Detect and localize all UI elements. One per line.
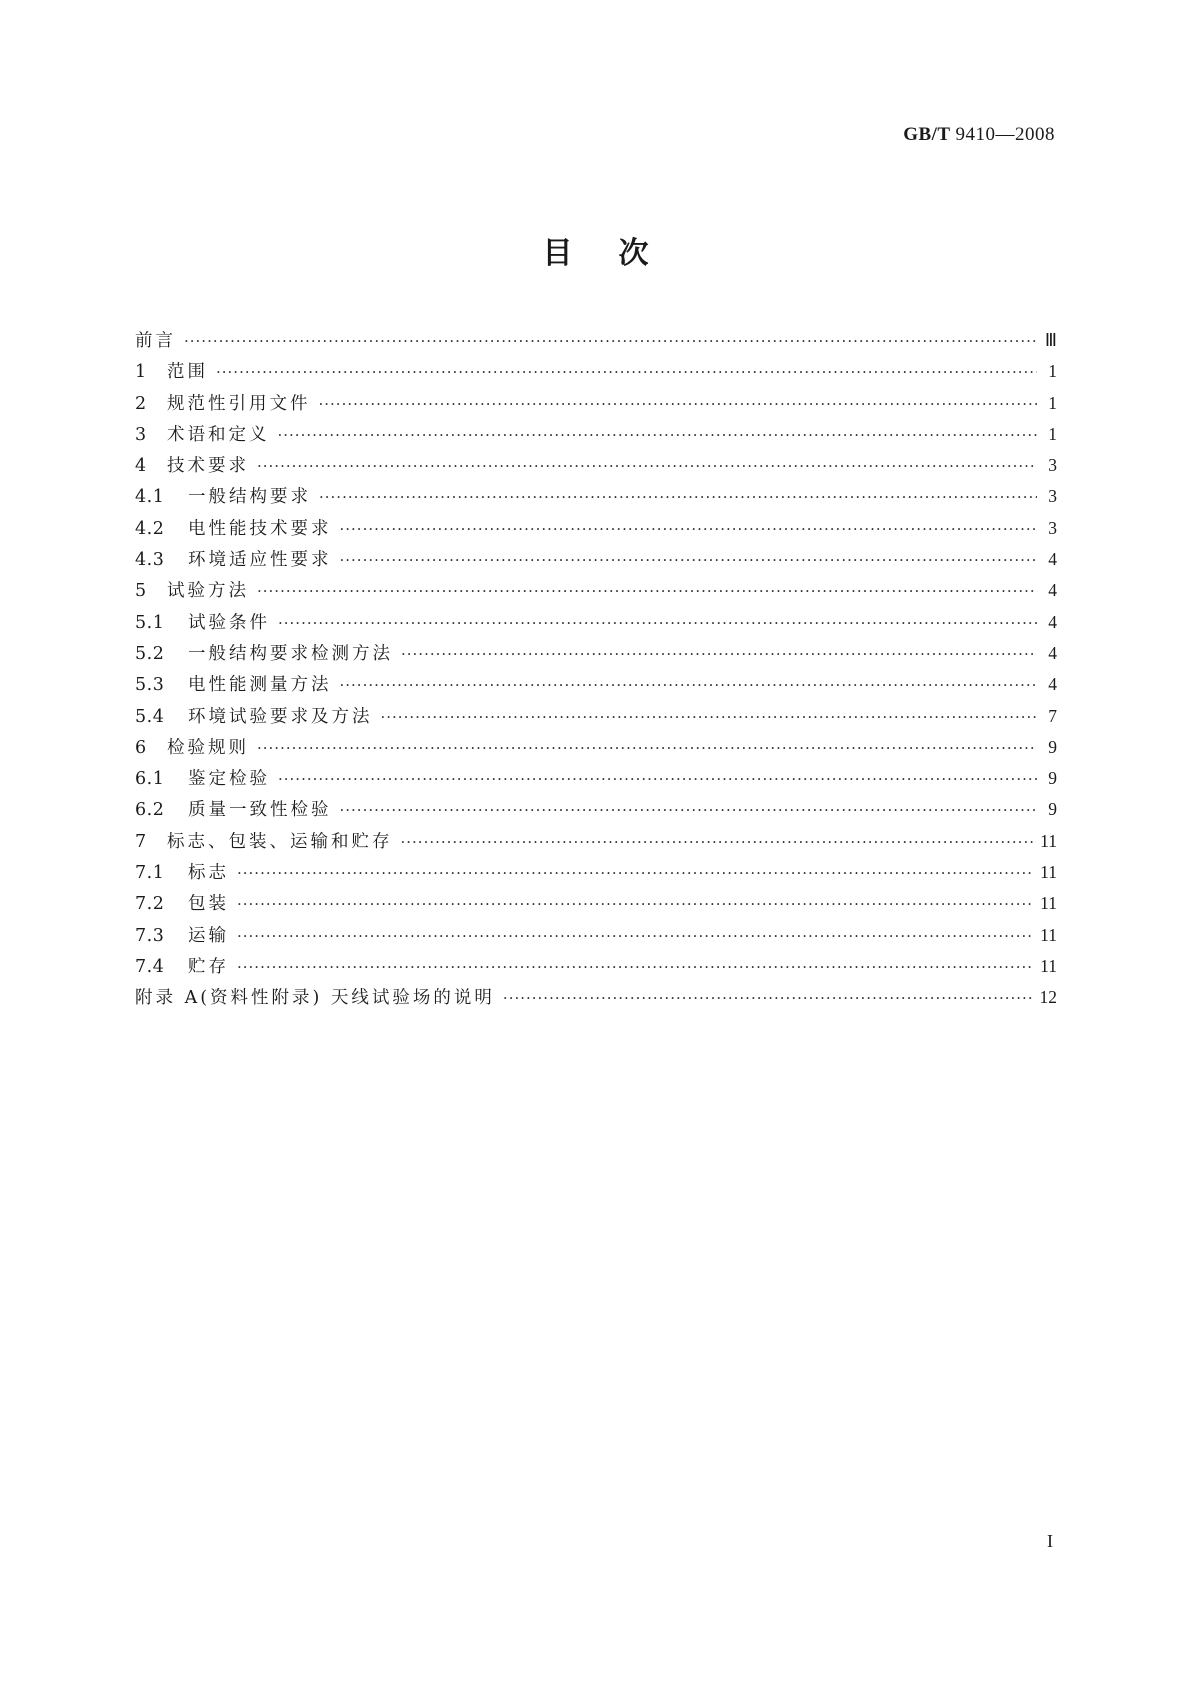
toc-entry-page: 11 [1040, 830, 1057, 851]
toc-entry-label: 一般结构要求检测方法 [188, 643, 393, 664]
toc-entry[interactable] [135, 984, 1057, 1015]
toc-entry-page: 11 [1040, 924, 1057, 945]
toc-entry[interactable] [135, 828, 1057, 859]
toc-entry[interactable] [135, 796, 1057, 827]
toc-dot-leader [278, 426, 1038, 444]
toc-entry-number: 5 [135, 581, 147, 602]
toc-entry[interactable] [135, 483, 1057, 514]
toc-entry-label: 环境试验要求及方法 [188, 706, 373, 727]
toc-entry-page: 12 [1039, 987, 1057, 1008]
toc-dot-leader [237, 958, 1034, 976]
standard-code [903, 124, 1055, 146]
toc-entry[interactable] [135, 546, 1057, 577]
toc-entry-page: 9 [1048, 736, 1057, 757]
toc-entry-number: 1 [135, 362, 147, 383]
toc-entry-label: 质量一致性检验 [188, 800, 332, 821]
standard-number: 9410—2008 [955, 124, 1055, 145]
toc-entry-number: 6.2 [135, 800, 165, 821]
toc-entry[interactable] [135, 703, 1057, 734]
toc-dot-leader [216, 363, 1037, 381]
toc-entry-number: 4.3 [135, 550, 165, 571]
toc-dot-leader [319, 395, 1038, 413]
toc-entry[interactable] [135, 671, 1057, 702]
toc-entry-label: 运输 [188, 925, 229, 946]
toc-entry-label: 贮存 [188, 956, 229, 977]
toc-dot-leader [237, 927, 1034, 945]
toc-entry-label: 电性能测量方法 [188, 675, 332, 696]
toc-entry-label: 试验方法 [167, 581, 249, 602]
page-title: 目次 [542, 236, 695, 271]
toc-entry[interactable] [135, 577, 1057, 608]
toc-entry-number: 4.2 [135, 518, 165, 539]
toc-dot-leader [278, 614, 1037, 632]
toc-entry-page: 11 [1040, 862, 1057, 883]
toc-entry-label: 试验条件 [188, 612, 270, 633]
toc-entry-number: 5.4 [135, 706, 165, 727]
toc-entry-page: 4 [1048, 642, 1057, 663]
toc-dot-leader [237, 864, 1034, 882]
toc-entry[interactable] [135, 421, 1057, 452]
toc-entry-page: 4 [1048, 611, 1057, 632]
toc-entry-label: 电性能技术要求 [188, 518, 332, 539]
toc-dot-leader [340, 801, 1038, 819]
toc-entry-page: 9 [1048, 768, 1057, 789]
toc-entry-page: 4 [1048, 580, 1057, 601]
toc-entry-number: 2 [135, 393, 147, 414]
toc-entry-page: 3 [1048, 517, 1057, 538]
toc-entry-page: 3 [1048, 455, 1057, 476]
toc-entry-label: 范围 [167, 362, 208, 383]
toc-entry-page: 1 [1048, 392, 1057, 413]
table-of-contents [135, 327, 1057, 1016]
toc-dot-leader [257, 739, 1037, 757]
toc-entry[interactable] [135, 765, 1057, 796]
toc-dot-leader [257, 582, 1037, 600]
toc-entry-label: 一般结构要求 [188, 487, 311, 508]
toc-entry-number: 5.1 [135, 612, 165, 633]
toc-entry-label: 附录 A(资料性附录) 天线试验场的说明 [135, 988, 495, 1009]
toc-entry-label: 鉴定检验 [188, 769, 270, 790]
toc-dot-leader [184, 332, 1037, 350]
toc-entry-page: 11 [1040, 893, 1057, 914]
toc-entry-number: 6 [135, 737, 147, 758]
toc-dot-leader [340, 676, 1038, 694]
toc-dot-leader [237, 895, 1034, 913]
toc-dot-leader [503, 989, 1034, 1007]
toc-entry-number: 6.1 [135, 769, 165, 790]
toc-entry-label: 标志 [188, 863, 229, 884]
toc-entry-page: 9 [1048, 799, 1057, 820]
toc-entry-number: 7.1 [135, 863, 165, 884]
toc-entry-number: 5.2 [135, 643, 165, 664]
toc-entry-label: 标志、包装、运输和贮存 [167, 831, 393, 852]
toc-entry[interactable] [135, 640, 1057, 671]
toc-entry-page: 4 [1048, 549, 1057, 570]
toc-dot-leader [340, 520, 1038, 538]
toc-entry[interactable] [135, 953, 1057, 984]
toc-entry[interactable] [135, 890, 1057, 921]
toc-entry-page: Ⅲ [1044, 330, 1057, 350]
toc-entry-number: 4.1 [135, 487, 165, 508]
toc-dot-leader [319, 488, 1037, 506]
toc-entry-number: 7.3 [135, 925, 165, 946]
page-number: I [1047, 1531, 1053, 1551]
toc-entry[interactable] [135, 515, 1057, 546]
toc-dot-leader [401, 833, 1035, 851]
toc-entry-page: 7 [1048, 705, 1057, 726]
toc-entry-page: 3 [1048, 486, 1057, 507]
toc-entry-page: 1 [1048, 423, 1057, 444]
toc-entry-page: 1 [1048, 361, 1057, 382]
toc-entry-number: 5.3 [135, 675, 165, 696]
toc-entry-number: 7.2 [135, 894, 165, 915]
standard-prefix: GB/T [903, 124, 951, 145]
toc-entry[interactable] [135, 922, 1057, 953]
toc-dot-leader [381, 708, 1038, 726]
toc-entry-page: 11 [1040, 955, 1057, 976]
toc-entry-label: 技术要求 [167, 456, 249, 477]
toc-entry-number: 7 [135, 831, 147, 852]
toc-entry[interactable] [135, 452, 1057, 483]
toc-entry-label: 术语和定义 [167, 424, 270, 445]
toc-entry[interactable] [135, 390, 1057, 421]
toc-dot-leader [257, 457, 1037, 475]
toc-entry[interactable] [135, 734, 1057, 765]
toc-entry-label: 检验规则 [167, 737, 249, 758]
toc-entry-label: 环境适应性要求 [188, 550, 332, 571]
toc-entry[interactable] [135, 327, 1057, 358]
toc-dot-leader [401, 645, 1037, 663]
toc-entry[interactable] [135, 358, 1057, 389]
toc-entry-label: 包装 [188, 894, 229, 915]
toc-dot-leader [278, 770, 1037, 788]
toc-entry-page: 4 [1048, 674, 1057, 695]
toc-entry-label: 规范性引用文件 [167, 393, 311, 414]
toc-entry[interactable] [135, 609, 1057, 640]
toc-entry-number: 3 [135, 424, 147, 445]
toc-entry-label: 前言 [135, 331, 176, 351]
toc-entry[interactable] [135, 859, 1057, 890]
toc-entry-number: 7.4 [135, 956, 165, 977]
toc-entry-number: 4 [135, 456, 147, 477]
toc-dot-leader [340, 551, 1038, 569]
